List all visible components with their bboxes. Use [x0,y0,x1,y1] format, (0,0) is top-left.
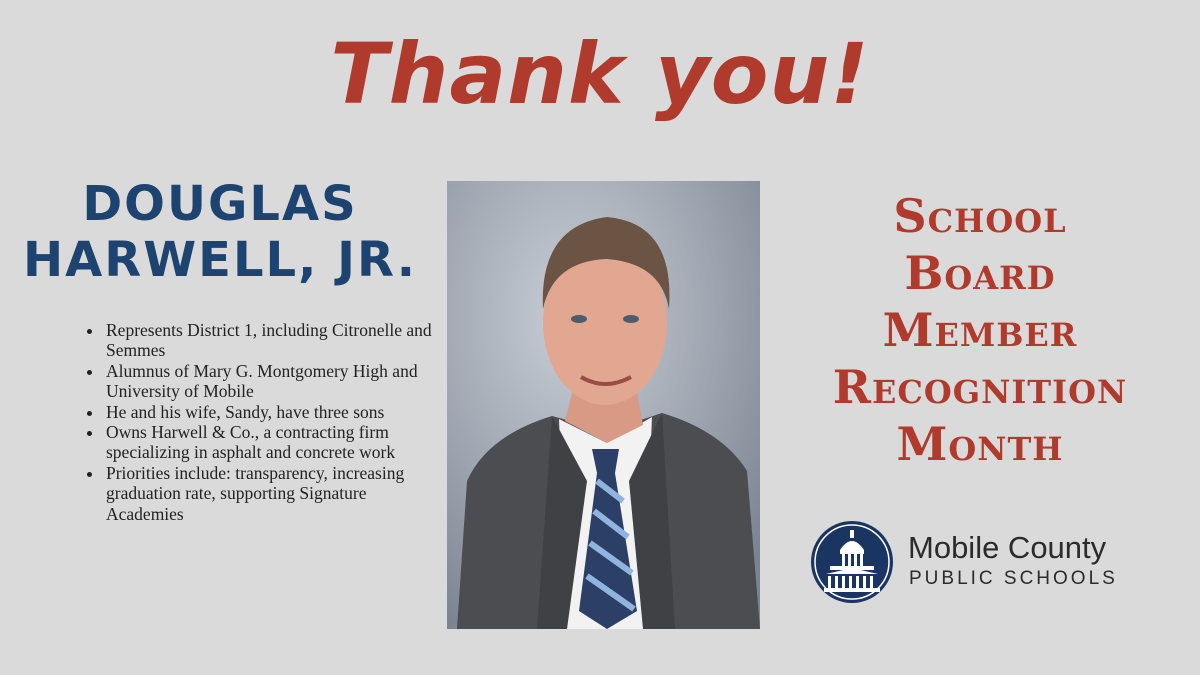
capitol-dome-seal-icon [810,520,894,604]
bio-bullet-item: • Owns Harwell & Co., a contracting firm specializing in asphalt and concrete work [104,422,434,463]
bio-bullet-list [84,320,434,524]
bio-bullet-item: • Represents District 1, including Citronelle and Semmes [104,320,434,361]
recognition-line: Month [896,417,1064,471]
recognition-title [780,188,1180,473]
person-name-line1: DOUGLAS [82,176,358,232]
recognition-line: Member [882,303,1078,357]
bio-bullet-item: • Alumnus of Mary G. Montgomery High and University of Mobile [104,361,434,402]
recognition-line: Board [904,246,1056,300]
person-name [10,176,430,288]
bio-bullet-item: • Priorities include: transparency, increasing graduation rate, supporting Signature Academies [104,463,434,524]
recognition-line: Recognition [832,360,1128,414]
bio-bullet-item: • He and his wife, Sandy, have three sons [104,402,434,422]
headline-thank-you: Thank you! [330,25,870,123]
logo-name-text: Mobile County [908,530,1107,565]
mobile-county-logo [810,520,1150,604]
portrait-photo [447,181,760,629]
logo-subtitle-text: PUBLIC SCHOOLS [909,568,1118,589]
person-name-line2: HARWELL, JR. [22,232,418,288]
recognition-line: School [893,189,1067,243]
